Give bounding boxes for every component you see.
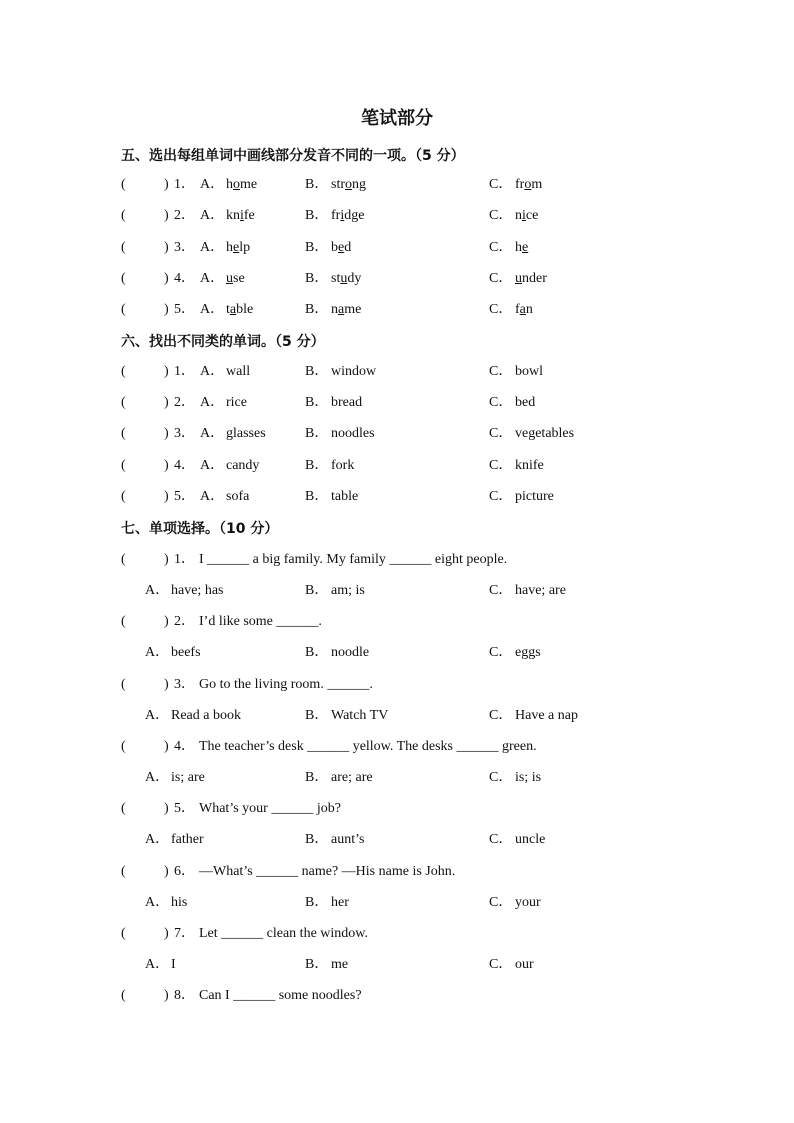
option-word — [331, 271, 361, 286]
question-number: 3． — [174, 676, 195, 692]
question-number: 2． — [174, 208, 195, 224]
answer-blank-open: ( — [121, 208, 126, 224]
option-word — [226, 208, 255, 223]
word-part: t — [226, 302, 230, 318]
option-c — [489, 393, 535, 413]
option-letter: A． — [200, 302, 225, 318]
option-text: wall — [226, 364, 251, 379]
option-word — [226, 177, 257, 192]
answer-blank-open: ( — [121, 988, 126, 1004]
option-letter: C． — [489, 208, 513, 224]
option-letter: A． — [200, 457, 225, 473]
option-letter: C． — [489, 457, 513, 473]
underlined-letters: u — [515, 270, 522, 286]
option-a — [145, 830, 204, 850]
answer-blank-close: ) — [164, 614, 169, 630]
answer-blank-open: ( — [121, 395, 126, 411]
word-part: me — [344, 302, 362, 318]
word-part: fr — [515, 177, 525, 192]
option-b — [305, 175, 366, 195]
option-letter: B． — [305, 832, 329, 848]
option-letter: C． — [489, 364, 513, 379]
option-b — [305, 706, 388, 726]
option-text: glasses — [226, 426, 266, 442]
question-text: What’s your ______ job? — [199, 801, 341, 817]
option-text: me — [331, 956, 349, 972]
answer-blank-close: ) — [164, 395, 169, 411]
option-text: Have a nap — [515, 707, 578, 723]
word-part: ce — [525, 208, 539, 224]
option-letter: A． — [145, 707, 170, 723]
answer-blank-close: ) — [164, 676, 169, 692]
option-c — [489, 300, 533, 320]
option-word — [226, 271, 245, 286]
answer-blank-close: ) — [164, 552, 169, 567]
word-part: f — [515, 302, 520, 318]
answer-blank-open: ( — [121, 614, 126, 630]
option-text: window — [331, 364, 377, 379]
option-b — [305, 269, 361, 289]
option-c — [489, 456, 544, 476]
option-text: is; is — [515, 769, 542, 785]
option-text: noodles — [331, 426, 375, 442]
option-letter: B． — [305, 395, 329, 411]
option-letter: A． — [145, 645, 170, 661]
option-text: candy — [226, 457, 260, 473]
question-number: 1． — [174, 364, 195, 379]
word-part: str — [331, 177, 345, 192]
option-b — [305, 893, 349, 913]
option-a — [145, 643, 201, 663]
word-part: h — [515, 239, 522, 255]
option-a — [145, 706, 241, 726]
option-letter: C． — [489, 426, 513, 442]
question-number: 4． — [174, 457, 195, 473]
option-letter: C． — [489, 707, 513, 723]
underlined-letters: i — [240, 208, 244, 224]
option-letter: B． — [305, 707, 329, 723]
option-b — [305, 238, 351, 258]
option-b — [305, 393, 362, 413]
option-letter: B． — [305, 364, 329, 379]
option-c — [489, 362, 543, 382]
question-number: 4． — [174, 270, 195, 286]
option-b — [305, 424, 375, 444]
option-text: eggs — [515, 645, 541, 661]
option-letter: C． — [489, 894, 513, 910]
answer-blank-close: ) — [164, 457, 169, 473]
answer-blank-close: ) — [164, 925, 169, 941]
answer-blank-open: ( — [121, 239, 126, 255]
option-letter: B． — [305, 426, 329, 442]
option-text: vegetables — [515, 426, 575, 442]
answer-blank-open: ( — [121, 457, 126, 473]
option-text: sofa — [226, 488, 250, 504]
answer-blank-open: ( — [121, 364, 126, 379]
word-part: dge — [344, 208, 365, 224]
option-letter: B． — [305, 239, 329, 255]
option-text: Read a book — [171, 707, 241, 723]
word-part: n — [525, 302, 533, 318]
option-a — [200, 238, 250, 258]
option-c — [489, 581, 566, 601]
option-text: beefs — [171, 645, 201, 661]
option-word — [331, 208, 364, 223]
option-letter: B． — [305, 302, 329, 318]
word-part: fr — [331, 208, 341, 224]
option-b — [305, 456, 354, 476]
option-word — [515, 177, 542, 192]
answer-blank-open: ( — [121, 801, 126, 817]
option-a — [200, 300, 253, 320]
option-letter: B． — [305, 769, 329, 785]
option-letter: A． — [200, 239, 225, 255]
option-b — [305, 581, 365, 601]
option-letter: A． — [145, 832, 170, 848]
option-c — [489, 238, 528, 258]
option-letter: A． — [145, 769, 170, 785]
option-letter: A． — [200, 426, 225, 442]
question-text: —What’s ______ name? —His name is John. — [199, 863, 456, 879]
word-part: st — [331, 270, 341, 286]
option-word — [331, 240, 351, 255]
question-number: 5． — [174, 302, 195, 318]
option-c — [489, 487, 554, 507]
option-c — [489, 768, 541, 788]
question-text: Go to the living room. ______. — [199, 676, 373, 692]
option-letter: C． — [489, 645, 513, 661]
option-letter: B． — [305, 208, 329, 224]
option-a — [145, 955, 176, 975]
option-b — [305, 362, 376, 382]
option-a — [200, 424, 266, 444]
option-letter: C． — [489, 583, 513, 598]
option-b — [305, 643, 369, 663]
answer-blank-open: ( — [121, 676, 126, 692]
option-letter: C． — [489, 956, 513, 972]
word-part: kn — [226, 208, 240, 224]
option-a — [145, 581, 223, 601]
answer-blank-close: ) — [164, 801, 169, 817]
word-part: ng — [352, 177, 366, 192]
option-letter: C． — [489, 302, 513, 318]
option-letter: A． — [200, 177, 225, 192]
option-text: noodle — [331, 645, 370, 661]
option-text: have; has — [171, 583, 224, 598]
answer-blank-close: ) — [164, 426, 169, 442]
word-part: ble — [236, 302, 254, 318]
option-letter: C． — [489, 395, 513, 411]
option-text: Watch TV — [331, 707, 389, 723]
answer-blank-open: ( — [121, 426, 126, 442]
underlined-letters: e — [233, 239, 240, 255]
option-word — [226, 302, 253, 317]
option-letter: A． — [145, 583, 170, 598]
option-b — [305, 487, 358, 507]
underlined-letters: i — [522, 208, 526, 224]
option-letter: C． — [489, 769, 513, 785]
option-word — [515, 302, 533, 317]
option-word — [331, 302, 361, 317]
word-part: se — [233, 270, 245, 286]
answer-blank-open: ( — [121, 270, 126, 286]
answer-blank-open: ( — [121, 177, 126, 192]
word-part: fe — [243, 208, 255, 224]
answer-blank-open: ( — [121, 552, 126, 567]
option-letter: B． — [305, 645, 329, 661]
word-part: me — [240, 177, 258, 192]
option-text: table — [331, 488, 359, 504]
question-number: 1． — [174, 552, 195, 567]
option-letter: B． — [305, 583, 329, 598]
section-heading: 六、找出不同类的单词。（5 分） — [121, 334, 325, 350]
option-c — [489, 893, 541, 913]
question-number: 6． — [174, 863, 195, 879]
option-c — [489, 830, 545, 850]
answer-blank-close: ) — [164, 239, 169, 255]
option-a — [200, 269, 245, 289]
option-letter: A． — [200, 488, 225, 504]
answer-blank-open: ( — [121, 302, 126, 318]
option-letter: A． — [200, 270, 225, 286]
answer-blank-close: ) — [164, 270, 169, 286]
word-part: lp — [239, 239, 251, 255]
answer-blank-close: ) — [164, 863, 169, 879]
word-part: b — [331, 239, 338, 255]
word-part: nder — [522, 270, 547, 286]
option-text: have; are — [515, 583, 566, 598]
option-word — [515, 240, 528, 255]
option-word — [515, 208, 538, 223]
answer-blank-close: ) — [164, 988, 169, 1004]
option-text: I — [171, 956, 176, 972]
option-a — [200, 487, 249, 507]
word-part: d — [344, 239, 352, 255]
option-letter: C． — [489, 270, 513, 286]
underlined-letters: o — [524, 177, 532, 192]
question-number: 3． — [174, 426, 195, 442]
underlined-letters: o — [233, 177, 240, 192]
answer-blank-open: ( — [121, 738, 126, 754]
option-text: rice — [226, 395, 247, 411]
option-text: bed — [515, 395, 536, 411]
answer-blank-close: ) — [164, 177, 169, 192]
underlined-letters: e — [522, 239, 529, 255]
option-b — [305, 830, 364, 850]
option-letter: B． — [305, 894, 329, 910]
option-text: am; is — [331, 583, 365, 598]
question-number: 2． — [174, 395, 195, 411]
option-b — [305, 768, 373, 788]
word-part: dy — [347, 270, 362, 286]
option-c — [489, 175, 542, 195]
answer-blank-open: ( — [121, 488, 126, 504]
option-a — [200, 362, 250, 382]
option-c — [489, 206, 538, 226]
question-number: 5． — [174, 801, 195, 817]
question-number: 1． — [174, 177, 195, 192]
question-text: I’d like some ______. — [199, 614, 322, 630]
option-word — [515, 271, 547, 286]
option-a — [200, 456, 259, 476]
option-text: knife — [515, 457, 544, 473]
option-word — [226, 240, 250, 255]
question-number: 8． — [174, 988, 195, 1004]
option-c — [489, 424, 574, 444]
underlined-letters: u — [226, 270, 233, 286]
option-letter: C． — [489, 239, 513, 255]
answer-blank-close: ) — [164, 488, 169, 504]
option-letter: A． — [200, 364, 225, 379]
option-c — [489, 706, 578, 726]
option-letter: B． — [305, 488, 329, 504]
option-letter: B． — [305, 270, 329, 286]
question-text: The teacher’s desk ______ yellow. The desks ______ green. — [199, 738, 537, 754]
option-text: your — [515, 894, 541, 910]
option-text: our — [515, 956, 534, 972]
word-part: m — [531, 177, 543, 192]
option-text: uncle — [515, 832, 546, 848]
option-a — [200, 175, 257, 195]
answer-blank-open: ( — [121, 863, 126, 879]
option-letter: B． — [305, 956, 329, 972]
option-text: are; are — [331, 769, 373, 785]
question-number: 4． — [174, 738, 195, 754]
underlined-letters: a — [229, 302, 237, 318]
question-text: Let ______ clean the window. — [199, 925, 368, 941]
answer-blank-close: ) — [164, 302, 169, 318]
option-letter: A． — [200, 395, 225, 411]
option-a — [145, 893, 187, 913]
word-part: h — [226, 239, 233, 255]
underlined-letters: a — [338, 302, 345, 318]
option-letter: C． — [489, 177, 513, 192]
option-letter: C． — [489, 488, 513, 504]
question-number: 3． — [174, 239, 195, 255]
option-letter: A． — [145, 894, 170, 910]
answer-blank-close: ) — [164, 208, 169, 224]
section-heading: 七、单项选择。（10 分） — [121, 521, 279, 537]
option-letter: B． — [305, 177, 329, 192]
answer-blank-open: ( — [121, 925, 126, 941]
answer-blank-close: ) — [164, 364, 169, 379]
option-a — [200, 206, 255, 226]
option-c — [489, 955, 534, 975]
question-number: 5． — [174, 488, 195, 504]
question-number: 2． — [174, 614, 195, 630]
option-letter: C． — [489, 832, 513, 848]
option-letter: A． — [145, 956, 170, 972]
underlined-letters: a — [519, 302, 526, 318]
option-text: her — [331, 894, 349, 910]
answer-blank-close: ) — [164, 738, 169, 754]
option-a — [145, 768, 205, 788]
option-b — [305, 206, 364, 226]
option-text: picture — [515, 488, 554, 504]
option-b — [305, 300, 361, 320]
underlined-letters: o — [345, 177, 352, 192]
option-word — [331, 177, 366, 192]
question-number: 7． — [174, 925, 195, 941]
option-text: father — [171, 832, 204, 848]
option-text: fork — [331, 457, 355, 473]
underlined-letters: e — [338, 239, 345, 255]
question-text: Can I ______ some noodles? — [199, 988, 362, 1004]
page-title: 笔试部分 — [361, 108, 433, 129]
option-a — [200, 393, 247, 413]
word-part: h — [226, 177, 233, 192]
option-text: bowl — [515, 364, 543, 379]
option-text: is; are — [171, 769, 205, 785]
option-letter: B． — [305, 457, 329, 473]
question-text: I ______ a big family. My family ______ eight people. — [199, 552, 508, 567]
option-letter: A． — [200, 208, 225, 224]
option-c — [489, 269, 547, 289]
section-heading: 五、选出每组单词中画线部分发音不同的一项。（5 分） — [121, 148, 465, 164]
option-text: bread — [331, 395, 363, 411]
option-text: his — [171, 894, 188, 910]
option-text: aunt’s — [331, 832, 365, 848]
option-b — [305, 955, 348, 975]
word-part: n — [331, 302, 338, 318]
word-part: n — [515, 208, 522, 224]
underlined-letters: u — [340, 270, 348, 286]
underlined-letters: i — [340, 208, 345, 224]
option-c — [489, 643, 541, 663]
